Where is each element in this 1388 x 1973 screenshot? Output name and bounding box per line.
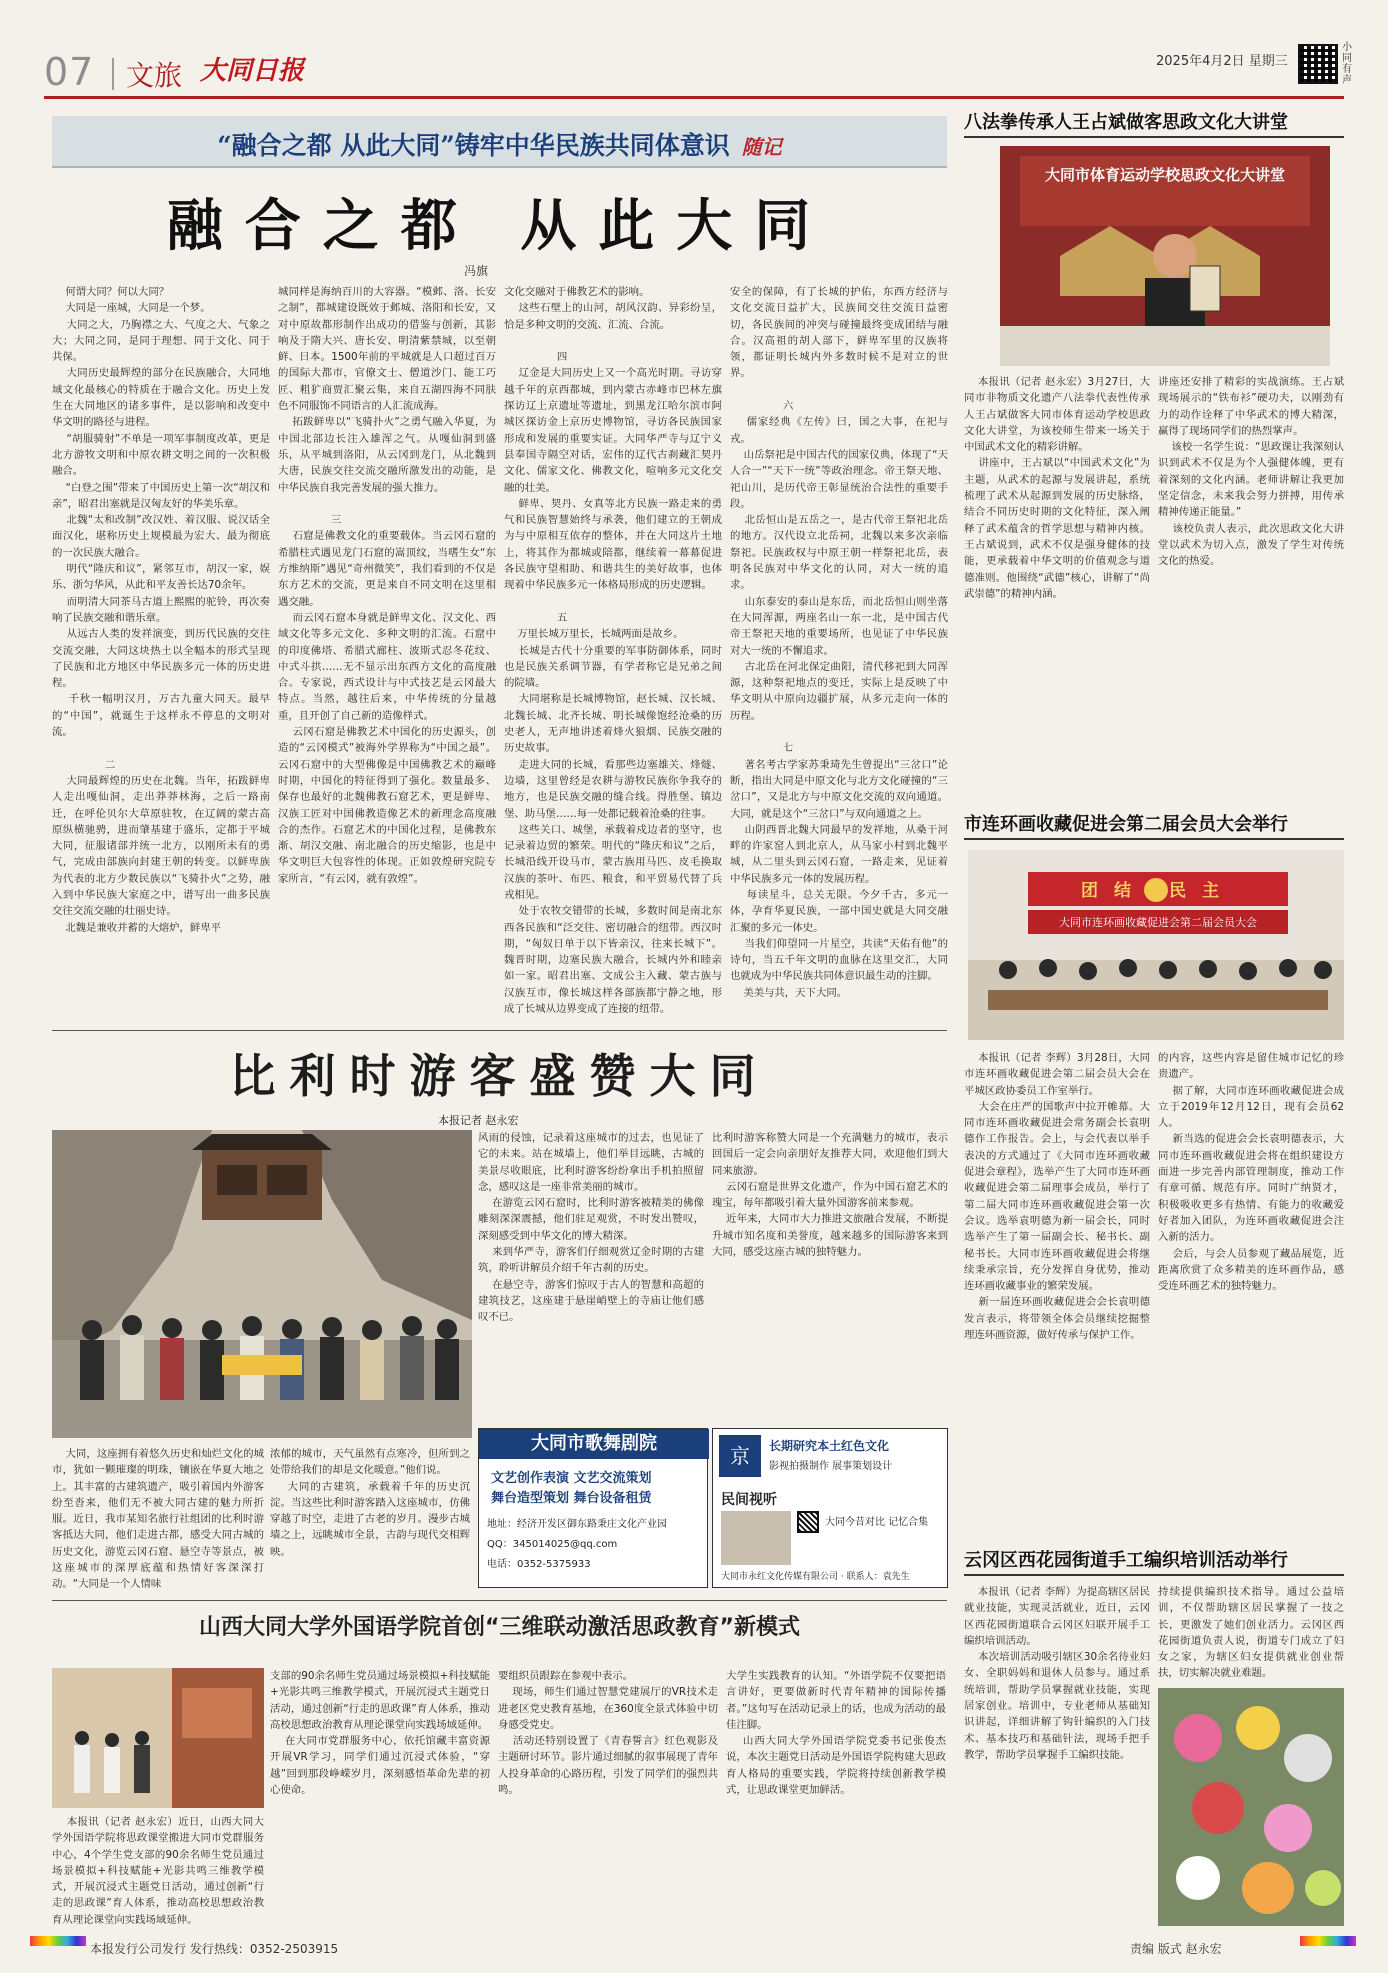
tourists-column-2: 浓郁的城市，天气虽然有点寒冷，但所到之处带给我们的却是文化暖意。”他们说。 大同的古建筑，承载着千年的历史沉淀。当这些比利时游客踏入这座城市，仿佛穿越了时空，走进了古老的岁月。漫步古城墙之上，远眺城市全景，古韵与现代交相辉映。 (270, 1448, 470, 1558)
martial-arts-screen-text: 大同市体育运动学校思政文化大讲堂 (1044, 166, 1285, 184)
tourists-column-1: 大同，这座拥有着悠久历史和灿烂文化的城市，犹如一颗璀璨的明珠，镶嵌在华夏大地之上。其丰富的古建筑遗产，吸引着国内外游客纷至沓来，他们无不被大同古建的魅力所折服。近日，我市某知名旅行社组团的比利时游客抵达大同，他们走进古都，感受大同古城的历史文化，游览云冈石窟、悬空寺等景点，被这座城市的深厚底蕴和热情好客深深打动。“大同是一个人情味 (52, 1448, 264, 1591)
ad2-line1: 长期研究本土红色文化 (769, 1439, 890, 1453)
university-photo-illustration (52, 1668, 264, 1808)
tourists-byline: 本报记者 赵永宏 (438, 1114, 519, 1127)
comic-banner-subtext: 大同市连环画收藏促进会第二届会员大会 (1059, 916, 1257, 929)
ad-media-company (712, 1428, 948, 1588)
issue-date: 2025年4月2日 星期三 (1156, 54, 1288, 69)
qr-label: 小同有声 (1342, 42, 1352, 86)
knitting-rule (964, 1574, 1344, 1576)
knitting-column-2: 持续提供编织技术指导。通过公益培训，不仅帮助辖区居民掌握了一技之长，更激发了她们创业活力。云冈区西花园街道负责人说，街道专门成立了妇女之家，为辖区妇女提供就业创业帮扶，切实解决就业难题。 (1158, 1586, 1344, 1680)
qr-code-icon (1298, 44, 1338, 84)
ad2-qr-icon (797, 1511, 819, 1533)
feature-column-2: 城同样是海纳百川的大容器。“模邺、洛、长安之制”，都城建设既效于邺城、洛阳和长安，又对中原故都形制作出成功的借鉴与创新，其影响及于隋大兴、唐长安、明清紫禁城，以至朝鲜、日本。1500年前的平城就是人口超过百万的国际大都市，官僚文士、僧道沙门、能工巧匠、粗犷商贾汇聚云集，来自五湖四海不同肤色不同服饰不同语言的人汇流成海。 拓跋鲜卑以“飞骑扑火”之勇气融入华夏，为中国北部边长注入雄浑之气。从嘎仙洞到盛乐，从平城到洛阳，从云冈到龙门，从北魏到大唐，民族交往交流交融所激发出的动能，是中华民族自我完善发展的强大推力。 三 石窟是佛教文化的重要载体。当云冈石窟的希腊柱式遇见龙门石窟的嵩顶纹，当嗜生女“东方维纳斯”遇见“奇州微笑”，我们看到的不仅是东方艺术的交流，更是来自不同文明在这里相遇交融。 而云冈石窟本身就是鲜卑文化、汉文化、西域文化等多元文化、多种文明的汇流。石窟中的印度佛塔、希腊式廊柱、波斯式忍冬花纹、中式斗拱……无不显示出东西方文化的高度融合。专家说，西式设计与中式技艺是云冈最大特点。当然，越往后来，中华传统的分量越重，且开创了自己新的造像样式。 云冈石窟是佛教艺术中国化的历史源头，创造的“云冈模式”被海外学界称为“中国之最”。云冈石窟中的大型佛像是中国佛教艺术的巅峰时期，中国化的特征得到了强化。数量最多、保存也最好的北魏佛教石窟艺术，更是鲜卑、汉族工匠对中国佛教造像艺术的新理念高度融合的杰作。石窟艺术的中国化过程，是佛教东渐、胡汉交融、南北融合的历史缩影，也是中华文明巨大包容性的体现。正如敦煌研究院专家所言，“有云冈，就有敦煌”。 (278, 286, 496, 885)
university-headline: 山西大同大学外国语学院首创“三维联动激活思政教育”新模式 (199, 1615, 800, 1640)
knitting-photo-illustration (1158, 1688, 1344, 1926)
feature-banner-text (52, 126, 947, 162)
university-column-2: 支部的90余名师生党员通过场景模拟+科技赋能+光影共鸣三维教学模式，开展沉浸式主题党日活动，通过创新“行走的思政课”育人体系，推动高校思想政治教育从理论课堂向实践场域延伸。 在大同市党群服务中心，依托馆藏丰富资源开展VR学习，同学们通过沉浸式体验，“穿越”回到那段峥嵘岁月，深刻感悟革命先辈的初心使命。 (270, 1670, 490, 1797)
section-divider-2 (52, 1600, 947, 1601)
university-column-4: 大学生实践教育的认知。“外语学院不仅要把语言讲好，更要做新时代青年精神的国际传播者。”这句写在活动记录上的话，也成为活动的最佳注脚。 山西大同大学外国语学院党委书记张俊杰说，本次主题党日活动是外国语学院构建大思政育人格局的重要实践，学院将持续创新教学模式，让思政课堂更加鲜活。 (726, 1670, 946, 1797)
feature-column-3: 文化交融对于佛教艺术的影响。 这些石壁上的山河，胡风汉韵、异彩纷呈，恰是多种文明的交流、汇流、合流。 四 辽金是大同历史上又一个高光时期。寻访穿越千年的京西都城，到内蒙古赤峰市巴林左旗探访辽上京遗址等遗址，到黑龙江哈尔滨市阿城区探访金上京历史博物馆，寻访各民族国家形成和发展的重要实证。大同华严寺与辽宁义县奉国寺隔空对话，宏伟的辽代古刹藏汇契丹文化、儒家文化、佛教文化，喧响多元文化交融的壮美。 鲜卑、契丹、女真等北方民族一路走来的勇气和民族智慧始终与承袭，他们建立的王朝成为与中原相互依存的整体，并在大同这片土地上，将其作为都城或陪都，继续着一幕幕促进各民族守望相助、和谐共生的美好故事，也体现着中华民族多元一体格局形成的历史逻辑。 五 万里长城万里长，长城两面是故乡。 长城是古代十分重要的军事防御体系，同时也是民族关系调节器，有学者称它是兄弟之间的院墙。 大同堪称是长城博物馆，赵长城、汉长城、北魏长城、北齐长城、明长城像饱经沧桑的历史老人，无声地讲述着烽火狼烟、民族交融的历史故事。 走进大同的长城，看那些边塞雄关、烽燧、边墙，这里曾经是农耕与游牧民族你争我夺的地方，也是民族交融的缝合线。得胜堡、镇边堡、助马堡……每一处都记载着沧桑的往事。 这些关口、城堡，承载着戍边者的坚守，也记录着边贸的繁荣。明代的“隆庆和议”之后，长城沿线开设马市，蒙古族用马匹、皮毛换取汉族的茶叶、布匹、粮食，和平贸易代替了兵戎相见。 处于农牧交错带的长城，多数时间是南北东西各民族和“泛交往、密切融合的纽带。西汉时期，“匈奴日单于以下皆亲汉，往来长城下”。魏晋时期，边塞民族大融合，长城内外和睦亲如一家。昭君出塞、文成公主入藏、蒙古族与汉族互市，像长城这样各部族都宁静之地，形成了长城从边界变成了连接的纽带。 (504, 286, 722, 1016)
feature-author: 冯旗 (464, 264, 489, 278)
comic-society-rule (964, 838, 1344, 840)
ad1-qq: QQ：345014025@qq.com (487, 1539, 618, 1550)
ad2-line2: 影视拍摄制作 展事策划设计 (769, 1461, 893, 1472)
tourists-column-4: 比利时游客称赞大同是一个充满魅力的城市，表示回国后一定会向亲朋好友推荐大同，欢迎他们到大同来旅游。 云冈石窟是世界文化遗产，作为中国石窟艺术的瑰宝，每年都吸引着大量外国游客前来参观。 近年来，大同市大力推进文旅融合发展，不断提升城市知名度和美誉度，越来越多的国际游客来到大同，感受这座古城的独特魅力。 (712, 1132, 948, 1259)
ad1-address: 地址：经济开发区御东路秉庄文化产业园 (487, 1519, 667, 1530)
ad2-photo (721, 1511, 791, 1565)
banner-tag: 随记 (741, 135, 782, 159)
ad1-line2: 舞台造型策划 舞台设备租赁 (491, 1491, 652, 1506)
martial-arts-column-1: 本报讯（记者 赵永宏）3月27日，大同市非物质文化遗产八法拳代表性传承人王占斌做客大同市体育运动学校思政文化大讲堂，为该校师生带来一场关于中国武术文化的精彩讲解。 讲座中，王占斌以“中国武术文化”为主题，从武术的起源与发展讲起，系统梳理了武术从起源到发展的历史脉络，结合不同历史时期的文化特征，深入阐释了武术蕴含的哲学思想与精神内核。王占斌说到，武术不仅是强身健体的技能，更承载着中华文明的价值观念与道德准则。他围绕“武德”核心，讲解了“尚武崇德”的精神内涵。 (964, 376, 1150, 600)
comic-society-column-2: 的内容，这些内容是留住城市记忆的珍贵遗产。 据了解，大同市连环画收藏促进会成立于2019年12月12日，现有会员62人。 新当选的促进会会长袁明德表示，大同市连环画收藏促进会将在组织建设方面进一步完善内部管理制度，推动工作有章可循、规范有序。同时广纳贤才，积极吸收更多有热情、有能力的收藏爱好者加入团队，为连环画收藏促进会注入新的活力。 会后，与会人员参观了藏品展览，近距离欣赏了众多精美的连环画作品，感受连环画艺术的独特魅力。 (1158, 1052, 1344, 1293)
color-bar-right (1300, 1936, 1356, 1946)
comic-society-headline: 市连环画收藏促进会第二届会员大会举行 (964, 814, 1288, 835)
ad1-phone: 电话：0352-5375933 (487, 1559, 591, 1570)
color-bar-left (30, 1936, 86, 1946)
knitting-photo (1158, 1688, 1344, 1926)
ad2-sub: 民间视听 (721, 1492, 777, 1508)
martial-arts-photo (1000, 146, 1330, 366)
feature-title: 融合之都 从此大同 (166, 193, 833, 259)
ad2-sub2: 大同今昔对比 记忆合集 (825, 1517, 929, 1528)
knitting-headline: 云冈区西花园街道手工编织培训活动举行 (964, 1550, 1288, 1571)
header-divider (112, 58, 114, 90)
banner-headline: “融合之都 从此大同”铸牢中华民族共同体意识 (217, 131, 730, 160)
ad-song-dance-theatre (478, 1428, 708, 1588)
page-number: 07 (44, 50, 95, 94)
footer-distribution: 本报发行公司发行 发行热线：0352-2503915 (90, 1942, 339, 1956)
tourists-group-photo (52, 1130, 472, 1438)
feature-banner (52, 116, 947, 168)
university-column-3: 要组织员跟踪在参观中表示。 现场，师生们通过智慧党建展厅的VR技术走进老区党史教育基地，在360度全景式体验中切身感受党史。 活动还特别设置了《青春誓言》红色观影及主题研讨环节。影片通过细腻的叙事展现了青年人投身革命的心路历程，引发了同学们的强烈共鸣。 (498, 1670, 718, 1797)
tourists-column-3: 风雨的侵蚀，记录着这座城市的过去，也见证了它的未来。站在城墙上，他们举目远眺，古城的美景尽收眼底，比利时游客纷纷拿出手机拍照留念，感叹这是一座非常美丽的城市。 在游览云冈石窟时，比利时游客被精美的佛像雕刻深深震撼，他们驻足观赏，不时发出赞叹，深刻感受到中华文化的博大精深。 来到华严寺，游客们仔细观赏辽金时期的古建筑，聆听讲解员介绍千年古刹的历史。 在悬空寺，游客们惊叹于古人的智慧和高超的建筑技艺，这座建于悬崖峭壁上的寺庙让他们感叹不已。 (478, 1132, 704, 1324)
tourists-headline: 比利时游客盛赞大同 (229, 1049, 770, 1103)
knitting-column-1: 本报讯（记者 李辉）为提高辖区居民就业技能，实现灵活就业，近日，云冈区西花园街道联合云冈区妇联开展手工编织培训活动。 本次培训活动吸引辖区30余名待业妇女、全职妈妈和退休人员参与。通过系统培训，帮助学员掌握就业技能，实现居家创业。培训中，专业老师从基础知识讲起，详细讲解了钩针编织的入门技术、基本技巧和基础针法，现场手把手教学，帮助学员掌握手工编织技能。 (964, 1586, 1150, 1761)
ad1-title: 大同市歌舞剧院 (479, 1429, 709, 1459)
header-rule (44, 96, 1344, 99)
ad2-brand-mark: 京 (719, 1435, 761, 1477)
martial-arts-rule (964, 136, 1344, 138)
martial-arts-headline: 八法拳传承人王占斌做客思政文化大讲堂 (964, 112, 1288, 133)
university-column-1: 本报讯（记者 赵永宏）近日，山西大同大学外国语学院将思政课堂搬进大同市党群服务中心，4个学生党支部的90余名师生党员通过场景模拟+科技赋能+光影共鸣三维教学模式，开展沉浸式主题党日活动，通过创新“行走的思政课”育人体系，推动高校思想政治教育从理论课堂向实践场域延伸。 (52, 1816, 264, 1926)
comic-banner-text: 团结 民主 (1081, 881, 1235, 901)
footer-editors: 责编 版式 赵永宏 (1130, 1942, 1222, 1956)
university-photo (52, 1668, 264, 1808)
tourists-photo-illustration (52, 1130, 472, 1438)
feature-column-4: 安全的保障，有了长城的护佑，东西方经济与文化交流日益扩大，民族间交往交流日益密切，各民族间的冲突与碰撞最终变成团结与融合。汉高祖的胡人部下，鲜卑军里的汉族将领，都证明长城内外多数时候不是对立的世界。 六 儒家经典《左传》曰，国之大事，在祀与戎。 山岳祭祀是中国古代的国家仪典，体现了“天人合一”“天下一统”等政治理念。帝王祭天地、祀山川，是历代帝王彰显统治合法性的重要手段。 北岳恒山是五岳之一，是古代帝王祭祀北岳的地方。汉代设立北岳祠，北魏以来多次亲临祭祀。民族政权与中原王朝一样祭祀北岳，表明各民族对中华文化的认同，对大一统的追求。 山东泰安的泰山是东岳，而北岳恒山则坐落在大同浑源，两座名山一东一北，是中国古代帝王祭祀天地的重要场所，也见证了中华民族对大一统的不懈追求。 古北岳在河北保定曲阳，清代移祀到大同浑源，这种祭祀地点的变迁，实际上是反映了中华文明从中原向边疆扩展，从多元走向一体的历程。 七 著名考古学家苏秉琦先生曾提出“三岔口”论断，指出大同是中原文化与北方文化碰撞的“三岔口”，又是北方与中原文化交流的双向通道。大同，就是这个“三岔口”与双向通道之上。 山阴西晋北魏大同最早的发祥地，从桑干河畔的许家窑人到北京人，从马家小村到北魏平城，从二里头到云冈石窟，一路走来，见证着中华民族多元一体的发展历程。 每读星斗，总关无限。今夕千古，多元一体，孕育华夏民族，一部中国史就是大同交融汇聚的多元一体史。 当我们仰望同一片星空，共读“天佑有他”的诗句，当五千年文明的血脉在这里交汇，大同也就成为中华民族共同体意识最生动的注脚。 美美与共，天下大同。 (730, 286, 948, 999)
section-name: 文旅 (126, 59, 183, 92)
comic-society-photo (968, 850, 1344, 1040)
section-divider (52, 1030, 947, 1031)
ad1-line1: 文艺创作表演 文艺交流策划 (491, 1471, 652, 1486)
comic-society-column-1: 本报讯（记者 李辉）3月28日，大同市连环画收藏促进会第二届会员大会在平城区政协委员工作室举行。 大会在庄严的国歌声中拉开帷幕。大同市连环画收藏促进会常务副会长袁明德作工作报告。会上，与会代表以举手表决的方式通过了《大同市连环画收藏促进会章程》，选举产生了大同市连环画收藏促进会第二届理事会成员，举行了第二届大同市连环画收藏促进会第一次会议。选举袁明德为新一届会长，同时选举产生了第一届副会长、秘书长、副秘书长。大同市连环画收藏促进会将继续秉承宗旨，充分发挥自身优势，推动连环画收藏事业的繁荣发展。 新一届连环画收藏促进会会长袁明德发言表示，将带领全体会员继续挖掘整理连环画资源，做好传承与保护工作。 (964, 1052, 1150, 1342)
ad2-footer: 大同市永红文化传媒有限公司 · 联系人：袁先生 (721, 1572, 910, 1582)
paper-logo: 大同日报 (200, 56, 305, 86)
feature-column-1: 何谓大同？何以大同？ 大同是一座城，大同是一个梦。 大同之大，乃胸襟之大、气度之大、气象之大；大同之同，是同于理想、同于文化、同于共保。 大同历史最辉煌的部分在民族融合，大同地域文化最核心的特质在于融合文化。历史上发生在大同地区的诸多事件，是以影响和改变中华文明的路径与进程。 “胡服骑射”不单是一项军事制度改革，更是北方游牧文明和中原农耕文明之间的一次积极融合。 “白登之围”带来了中国历史上第一次“胡汉和亲”，昭君出塞就是汉匈友好的华美乐章。 北魏“太和改制”改汉姓、着汉服、说汉话全面汉化，堪称历史上规模最为宏大、最为彻底的一次民族大融合。 明代“隆庆和议”，紧邻互市，胡汉一家，娱乐、浙匀华风，从此和平友善长达70余年。 而明清大同茶马古道上熙熙的驼铃，再次奏响了民族交融和谐乐章。 从远古人类的发祥演变，到历代民族的交往交流交融，大同这块热土以全幅本的形式呈现了民族和北方地区中华民族多元一体的历史进程。 千秋一幅明汉月，万古九童大同天。最早的“中国”，就诞生于这样永不停息的文明对流。 二 大同最辉煌的历史在北魏。当年，拓跋鲜卑人走出嘎仙洞，走出莽莽林海，之后一路南迁，在呼伦贝尔大草原驻牧，在辽阔的蒙古高原纵横驰骋，进而肇基建于盛乐，定都于平城大同，征服诸部并统一北方，以刚所未有的勇气，完成由部族向封建王朝的转变。以鲜卑族为代表的北方少数民族以“飞骑扑火”之势，融入到中华民族大家庭之中，谱写出一曲多民族交往交流交融的壮丽史诗。 北魏是兼收并蓄的大熔炉，鲜卑平 (52, 286, 270, 934)
martial-arts-column-2: 讲座还安排了精彩的实战演练。王占斌现场展示的“铁布衫”硬功夫，以刚劲有力的动作诠释了中华武术的博大精深，赢得了现场同学们的热烈掌声。 该校一名学生说：“思政课让我深刻认识到武术不仅是为个人强健体魄，更有着深刻的文化内涵。老师讲解让我更加坚定信念，未来我会努力拼搏，用传承精神传递正能量。” 该校负责人表示，此次思政文化大讲堂以武术为切入点，激发了学生对传统文化的热爱。 (1158, 376, 1344, 568)
